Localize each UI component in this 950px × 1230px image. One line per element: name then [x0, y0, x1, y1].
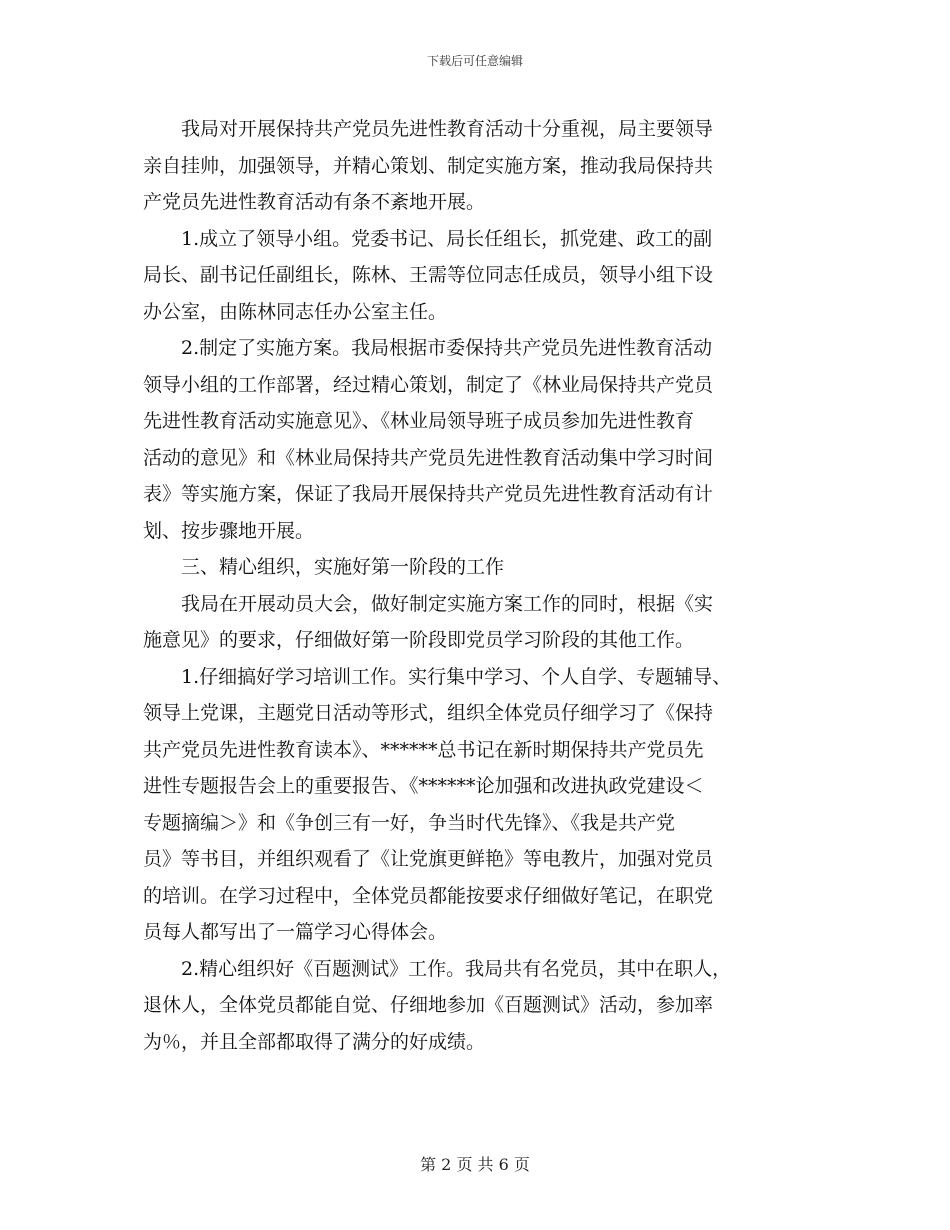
text-line: 领导小组的工作部署，经过精心策划，制定了《林业局保持共产党员 [143, 373, 714, 396]
text-line: 我局对开展保持共产党员先进性教育活动十分重视，局主要领导 [143, 118, 714, 140]
text-line: 为％，并且全部都取得了满分的好成绩。 [143, 1030, 486, 1053]
text-line: 表》等实施方案，保证了我局开展保持共产党员先进性教育活动有计 [143, 483, 714, 505]
text-line: 2.精心组织好《百题测试》工作。我局共有名党员，其中在职人， [143, 957, 732, 980]
text-line: 的培训。在学习过程中，全体党员都能按要求仔细做好笔记，在职党 [143, 884, 714, 907]
page-footer: 第 2 页 共 6 页 [420, 1155, 530, 1174]
text-line: 退休人，全体党员都能自觉、仔细地参加《百题测试》活动，参加率 [143, 994, 714, 1016]
text-line: 共产党员先进性教育读本》、******总书记在新时期保持共产党员先 [143, 738, 704, 761]
text-line: 办公室，由陈林同志任办公室主任。 [143, 300, 448, 323]
text-line: 专题摘编＞》和《争创三有一好，争当时代先锋》、《我是共产党 [143, 811, 676, 834]
text-line: 先进性教育活动实施意见》、《林业局领导班子成员参加先进性教育 [143, 410, 695, 432]
text-line: 领导上党课，主题党日活动等形式，组织全体党员仔细学习了《保持 [143, 702, 714, 724]
text-line: 1.成立了领导小组。党委书记、局长任组长，抓党建、政工的副 [143, 227, 713, 250]
text-line: 亲自挂帅，加强领导，并精心策划、制定实施方案，推动我局保持共 [143, 154, 714, 177]
text-line: 员》等书目，并组织观看了《让党旗更鲜艳》等电教片，加强对党员 [143, 848, 714, 870]
page-header: 下载后可任意编辑 [426, 54, 523, 68]
text-line: 划、按步骤地开展。 [143, 519, 315, 542]
text-line: 施意见》的要求，仔细做好第一阶段即党员学习阶段的其他工作。 [143, 629, 695, 651]
document-body [143, 111, 815, 1060]
text-line: 我局在开展动员大会，做好制定实施方案工作的同时，根据《实 [143, 592, 714, 615]
text-line: 1.仔细搞好学习培训工作。实行集中学习、个人自学、专题辅导、 [143, 665, 732, 688]
text-line: 活动的意见》和《林业局保持共产党员先进性教育活动集中学习时间 [143, 446, 714, 469]
section-heading: 三、精心组织，实施好第一阶段的工作 [143, 556, 505, 578]
text-line: 2.制定了实施方案。我局根据市委保持共产党员先进性教育活动 [143, 337, 713, 359]
text-line: 员每人都写出了一篇学习心得体会。 [143, 921, 448, 943]
text-line: 产党员先进性教育活动有条不紊地开展。 [143, 191, 486, 213]
text-line: 局长、副书记任副组长，陈林、王需等位同志任成员，领导小组下设 [143, 264, 714, 286]
text-line: 进性专题报告会上的重要报告、《******论加强和改进执政党建设＜ [143, 775, 704, 797]
